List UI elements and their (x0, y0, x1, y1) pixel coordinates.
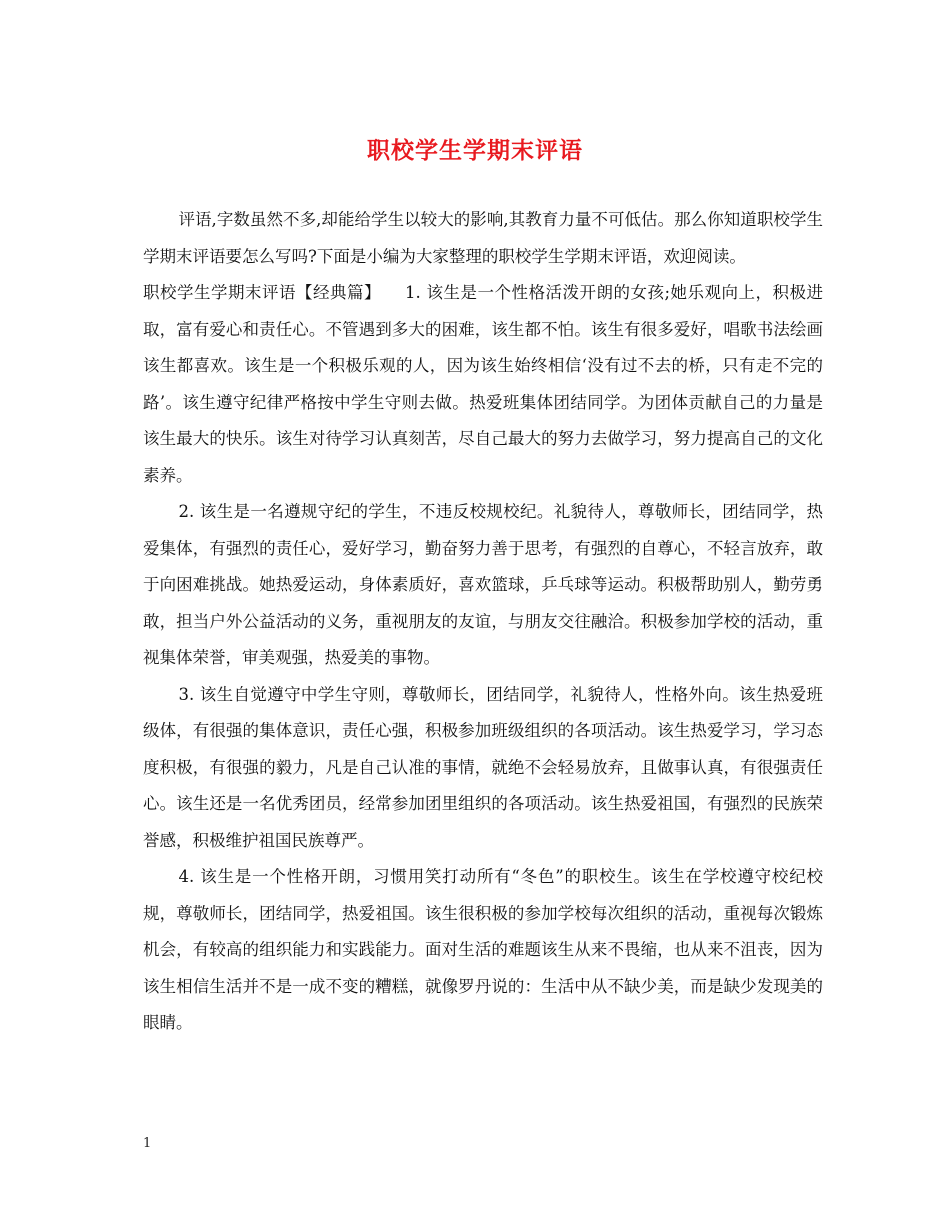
page-number: 1 (143, 1136, 152, 1151)
intro-paragraph: 评语,字数虽然不多,却能给学生以较大的影响,其教育力量不可低估。那么你知道职校学生学期末评语要怎么写吗?下面是小编为大家整理的职校学生学期末评语，欢迎阅读。 (143, 210, 823, 266)
item-2-paragraph: 2. 该生是一名遵规守纪的学生，不违反校规校纪。礼貌待人，尊敬师长，团结同学，热爱集体，有强烈的责任心，爱好学习，勤奋努力善于思考，有强烈的自尊心，不轻言放弃，敢于向困难挑战。她热爱运动，身体素质好，喜欢篮球，乒乓球等运动。积极帮助别人，勤劳勇敢，担当户外公益活动的义务，重视朋友的友谊，与朋友交往融洽。积极参加学校的活动，重视集体荣誉，审美观强，热爱美的事物。 (143, 502, 823, 667)
item-4-paragraph: 4. 该生是一个性格开朗，习惯用笑打动所有“冬色”的职校生。该生在学校遵守校纪校规，尊敬师长，团结同学，热爱祖国。该生很积极的参加学校每次组织的活动，重视每次锻炼机会，有较高的组织能力和实践能力。面对生活的难题该生从来不畏缩，也从来不沮丧，因为该生相信生活并不是一成不变的糟糕，就像罗丹说的：生活中从不缺少美，而是缺少发现美的眼睛。 (143, 867, 823, 1032)
section-paragraph-1 (143, 275, 823, 494)
item-1-text: 1. 该生是一个性格活泼开朗的女孩;她乐观向上，积极进取，富有爱心和责任心。不管遇到多大的困难，该生都不怕。该生有很多爱好，唱歌书法绘画该生都喜欢。该生是一个积极乐观的人，因为该生始终相信‘没有过不去的桥，只有走不完的路’。该生遵守纪律严格按中学生守则去做。热爱班集体团结同学。为团体贡献自己的力量是该生最大的快乐。该生对待学习认真刻苦，尽自己最大的努力去做学习，努力提高自己的文化素养。 (143, 283, 824, 485)
document-body (143, 202, 823, 1042)
document-title: 职校学生学期末评语 (367, 137, 583, 164)
section-title: 职校学生学期末评语【经典篇】 (143, 283, 381, 302)
item-3-paragraph: 3. 该生自觉遵守中学生守则，尊敬师长，团结同学，礼貌待人，性格外向。该生热爱班级体，有很强的集体意识，责任心强，积极参加班级组织的各项活动。该生热爱学习，学习态度积极，有很强的毅力，凡是自己认准的事情，就绝不会轻易放弃，且做事认真，有很强责任心。该生还是一名优秀团员，经常参加团里组织的各项活动。该生热爱祖国，有强烈的民族荣誉感，积极维护祖国民族尊严。 (143, 684, 823, 850)
